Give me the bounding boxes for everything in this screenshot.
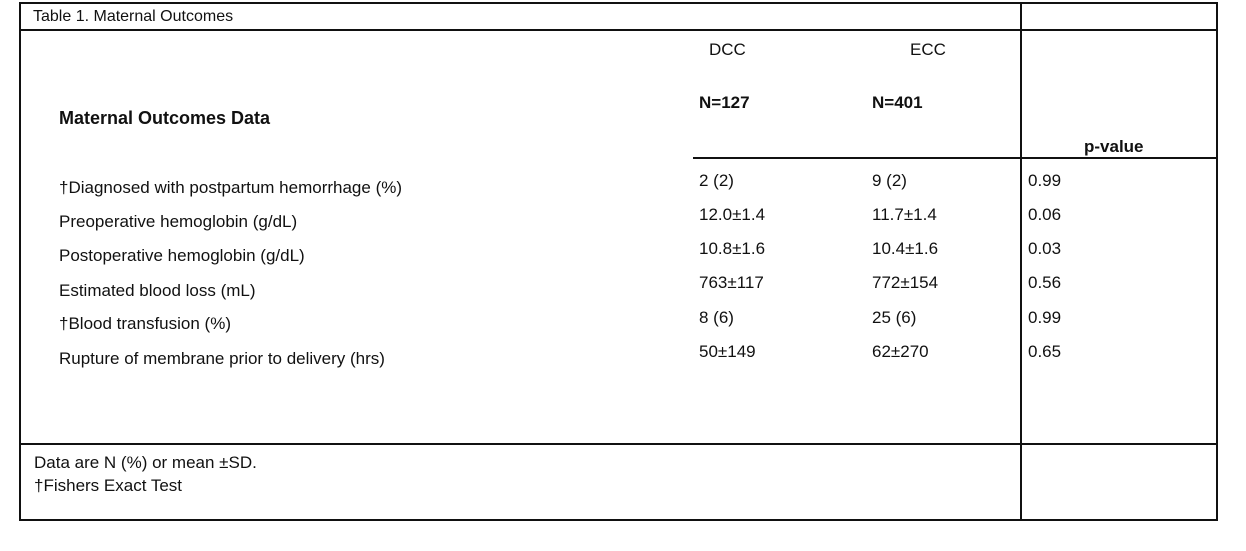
cell-ecc: 25 (6) bbox=[872, 308, 917, 327]
cell-ecc: 10.4±1.6 bbox=[872, 239, 939, 258]
cell-p-value: 0.65 bbox=[1028, 342, 1062, 361]
table-title: Table 1. Maternal Outcomes bbox=[33, 8, 234, 25]
cell-p-value: 0.99 bbox=[1028, 308, 1062, 327]
cell-dcc: 12.0±1.4 bbox=[699, 205, 766, 224]
row-label: Preoperative hemoglobin (g/dL) bbox=[59, 212, 298, 231]
sample-size-dcc: N=127 bbox=[699, 93, 750, 112]
row-label: †Diagnosed with postpartum hemorrhage (%) bbox=[59, 178, 403, 197]
cell-dcc: 50±149 bbox=[699, 342, 756, 361]
row-label: Postoperative hemoglobin (g/dL) bbox=[59, 246, 305, 265]
column-header-dcc: DCC bbox=[709, 40, 746, 59]
row-label: Rupture of membrane prior to delivery (hrs) bbox=[59, 349, 385, 368]
cell-ecc: 9 (2) bbox=[872, 171, 907, 190]
footer-divider bbox=[19, 443, 1218, 445]
cell-ecc: 11.7±1.4 bbox=[872, 205, 937, 224]
footnote: †Fishers Exact Test bbox=[34, 476, 183, 495]
column-header-ecc: ECC bbox=[910, 40, 946, 59]
cell-p-value: 0.56 bbox=[1028, 273, 1062, 292]
footnote: Data are N (%) or mean ±SD. bbox=[34, 453, 257, 472]
row-header-title: Maternal Outcomes Data bbox=[59, 108, 271, 128]
cell-ecc: 772±154 bbox=[872, 273, 939, 292]
column-header-p-value: p-value bbox=[1084, 137, 1144, 156]
cell-dcc: 10.8±1.6 bbox=[699, 239, 766, 258]
cell-p-value: 0.06 bbox=[1028, 205, 1062, 224]
row-label: Estimated blood loss (mL) bbox=[59, 281, 256, 300]
cell-dcc: 2 (2) bbox=[699, 171, 734, 190]
cell-ecc: 62±270 bbox=[872, 342, 929, 361]
cell-dcc: 763±117 bbox=[699, 273, 764, 292]
cell-p-value: 0.99 bbox=[1028, 171, 1062, 190]
row-label: †Blood transfusion (%) bbox=[59, 314, 231, 333]
cell-dcc: 8 (6) bbox=[699, 308, 734, 327]
sample-size-ecc: N=401 bbox=[872, 93, 923, 112]
header-divider bbox=[693, 157, 1218, 159]
cell-p-value: 0.03 bbox=[1028, 239, 1062, 258]
title-divider bbox=[19, 29, 1218, 31]
